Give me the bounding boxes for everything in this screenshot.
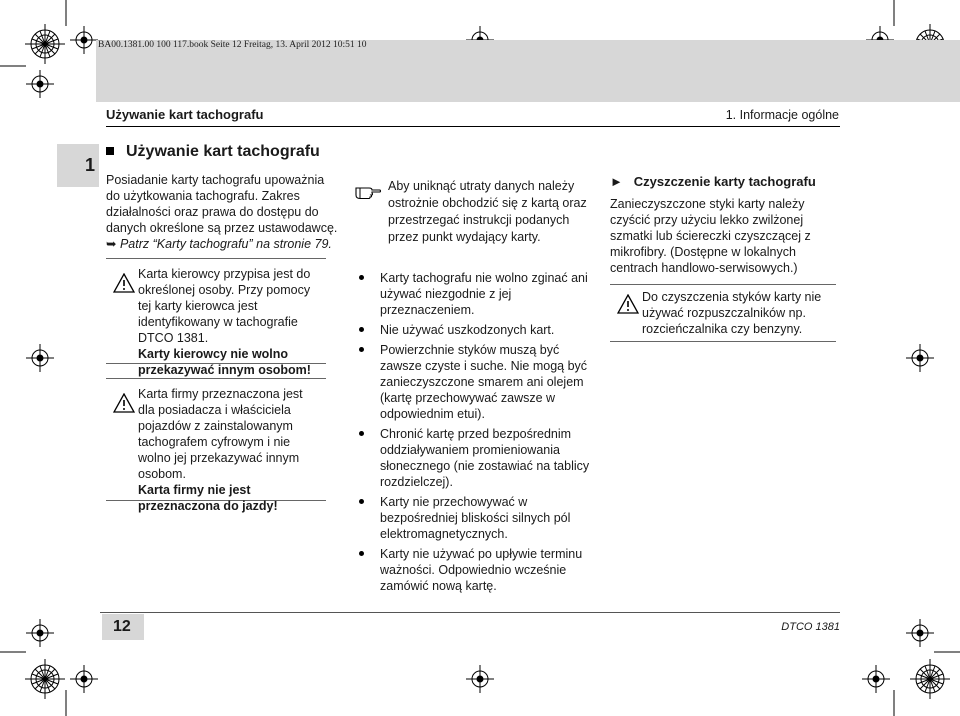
cross-reference[interactable]: ➥ Patrz “Karty tachografu” na stronie 79.	[106, 237, 332, 251]
registration-sunburst-icon	[25, 24, 65, 64]
note-paragraph: Aby uniknąć utraty danych należy ostrożnie obchodzić się z kartą oraz przestrzegać instrukcji podanych przez punkt wydający karty.	[388, 179, 587, 244]
warning-text: Karta kierowcy przypisa jest do określonej osoby. Przy pomocy tej karty kierowca jest identyfikowany w tachografie DTCO 1381.	[138, 267, 311, 345]
bullet-dot-icon	[359, 275, 364, 280]
footer-product-name: DTCO 1381	[781, 621, 840, 633]
warning-emphasis: Karty kierowcy nie wolno przekazywać innym osobom!	[138, 347, 311, 377]
running-header-right: 1. Informacje ogólne	[725, 108, 839, 122]
warning-text: Do czyszczenia styków karty nie używać rozpuszczalników np. rozcieńczalnika czy benzyny.	[642, 290, 822, 336]
footer-divider	[100, 612, 840, 613]
page-number-tab	[102, 614, 144, 640]
triangle-marker-icon: ►	[610, 174, 623, 189]
warning-triangle-icon	[617, 294, 639, 314]
warning-box-cleaning	[610, 284, 836, 342]
column-left	[106, 144, 338, 252]
warning-triangle-icon	[113, 393, 135, 413]
reference-arrow-icon: ➥	[106, 237, 117, 251]
chapter-tab	[57, 144, 99, 187]
section-title: Używanie kart tachografu	[106, 144, 338, 160]
list-item: Chronić kartę przed bezpośrednim oddziaływaniem promieniowania słonecznego (nie zostawiać na tablicy rozdzielczej).	[354, 426, 600, 490]
page-number: 12	[113, 618, 131, 635]
header-divider	[106, 126, 840, 127]
registration-crosshair-icon	[70, 665, 98, 693]
bullet-list	[354, 270, 600, 594]
warning-text: Karta firmy przeznaczona jest dla posiadacza i właściciela pojazdów z zainstalowanym tachografem cyfrowym i nie wolno jej przekazywać innym osobom.	[138, 387, 303, 481]
list-item: Karty tachografu nie wolno zginać ani używać niezgodnie z jej przeznaczeniem.	[354, 270, 600, 318]
list-item: Karty nie używać po upływie terminu ważności. Odpowiednio wcześnie zamówić nową kartę.	[354, 546, 600, 594]
bullet-dot-icon	[359, 327, 364, 332]
warning-triangle-icon	[113, 273, 135, 293]
column-right	[610, 174, 842, 276]
square-bullet-icon	[106, 147, 114, 155]
list-item: Karty nie przechowywać w bezpośredniej bliskości silnych pól elektromagnetycznych.	[354, 494, 600, 542]
registration-crosshair-icon	[26, 70, 54, 98]
bullet-dot-icon	[359, 347, 364, 352]
registration-crosshair-icon	[906, 619, 934, 647]
registration-crosshair-icon	[466, 665, 494, 693]
warning-box-driver-card	[106, 258, 326, 377]
registration-sunburst-icon	[25, 659, 65, 699]
list-item: Nie używać uszkodzonych kart.	[354, 322, 600, 338]
registration-crosshair-icon	[70, 26, 98, 54]
warning-emphasis: Karta firmy nie jest przeznaczona do jazdy!	[138, 483, 278, 513]
warning-box-company-card	[106, 378, 326, 513]
column-middle	[354, 178, 600, 598]
bullet-dot-icon	[359, 431, 364, 436]
registration-crosshair-icon	[906, 344, 934, 372]
cleaning-paragraph: Zanieczyszczone styki karty należy czyścić przy użyciu lekko zwilżonej szmatki lub ściereczki czyszczącej z mikrofibry. (Dostępne w lokalnych centrach handlowo-serwisowych.)	[610, 197, 811, 275]
list-item: Powierzchnie styków muszą być zawsze czyste i suche. Nie mogą być zanieczyszczone smarem ani olejem (kartę przechowywać zawsze w odpowiednim etui).	[354, 342, 600, 422]
bullet-dot-icon	[359, 499, 364, 504]
registration-crosshair-icon	[26, 344, 54, 372]
registration-sunburst-icon	[910, 659, 950, 699]
print-info: BA00.1381.00 100 117.book Seite 12 Freitag, 13. April 2012 10:51 10	[98, 40, 367, 50]
registration-crosshair-icon	[26, 619, 54, 647]
bullet-dot-icon	[359, 551, 364, 556]
chapter-number: 1	[85, 155, 96, 175]
running-header-left: Używanie kart tachografu	[106, 107, 264, 122]
registration-crosshair-icon	[862, 665, 890, 693]
intro-paragraph: Posiadanie karty tachografu upoważnia do użytkowania tachografu. Zakres działalności oraz prawa do dostępu do danych określone są przez ustawodawcę.	[106, 173, 338, 235]
subsection-title: ► Czyszczenie karty tachografu	[610, 174, 816, 189]
